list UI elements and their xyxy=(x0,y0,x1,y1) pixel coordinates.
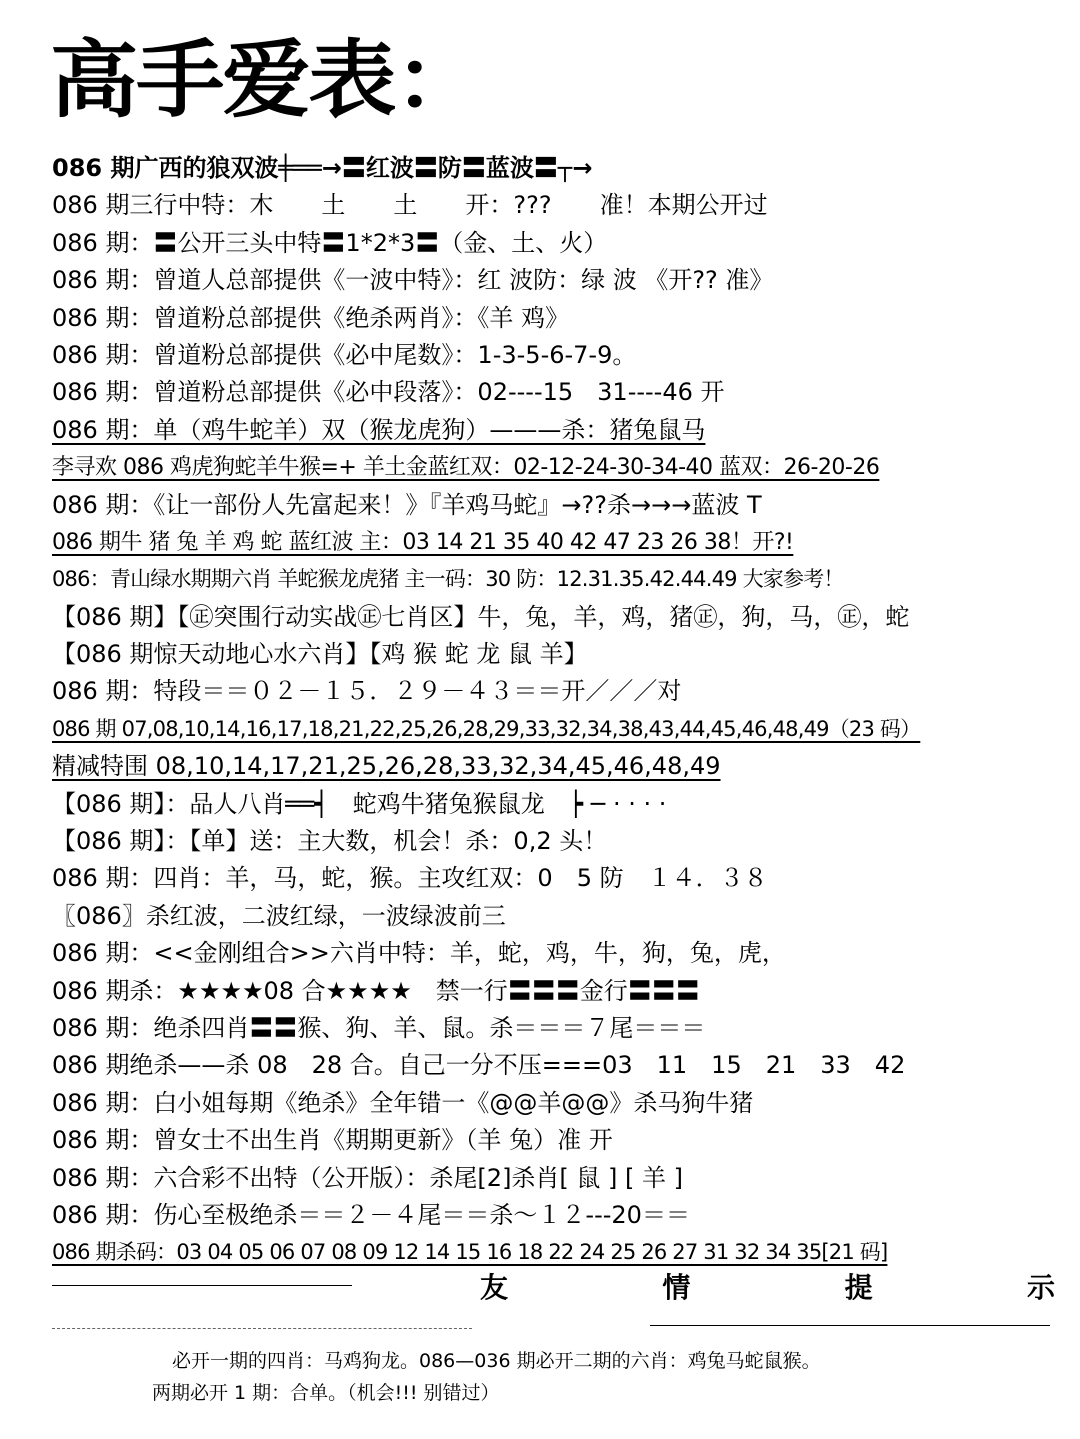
text-line: 【086 期】【㊣突围行动实战㊣七肖区】牛，兔，羊，鸡，猪㊣，狗，马，㊣，蛇 xyxy=(52,602,910,631)
text-line: 086 期：曾道粉总部提供《必中尾数》：1-3-5-6-7-9。 xyxy=(52,340,637,369)
text-line: 【086 期】：【单】送：主大数，机会！杀：0,2 头！ xyxy=(52,827,608,856)
page-title: 高手爱表： xyxy=(50,31,481,129)
friendly-reminder-heading xyxy=(480,1266,1055,1306)
footer-divider xyxy=(52,1285,352,1286)
text-line: 086 期：曾女士不出生肖《期期更新》（羊 兔）准 开 xyxy=(52,1126,613,1155)
text-line: 〖086〗杀红波，二波红绿，一波绿波前三 xyxy=(52,901,506,930)
text-line: 086 期：〓公开三头中特〓1*2*3〓（金、土、火） xyxy=(52,228,608,257)
text-line: 086 期：曾道粉总部提供《绝杀两肖》：《羊 鸡》 xyxy=(52,303,570,332)
text-line: 【086 期惊天动地心水六肖】【鸡 猴 蛇 龙 鼠 羊】 xyxy=(52,640,588,669)
text-line: 精减特围 08,10,14,17,21,25,26,28,33,32,34,45,46,48,49 xyxy=(52,752,721,781)
text-line: 086 期 07,08,10,14,16,17,18,21,22,25,26,28,29,33,32,34,38,43,44,45,46,48,49（23 码） xyxy=(52,716,921,741)
text-line: 086 期：<<金刚组合>>六肖中特：羊，蛇，鸡，牛，狗，兔，虎， xyxy=(52,939,786,968)
text-line: 086 期：单（鸡牛蛇羊）双（猴龙虎狗）———杀：猪兔鼠马 xyxy=(52,415,706,444)
text-line: 086 期广西的狼双波╪══→〓红波〓防〓蓝波〓┬→ xyxy=(52,154,593,182)
text-line: 086 期杀：★★★★08 合★★★★ 禁一行〓〓〓金行〓〓〓 xyxy=(52,976,700,1005)
text-line: 086 期：曾道粉总部提供《必中段落》：02----15 31----46 开 xyxy=(52,378,725,407)
text-line: 086 期：绝杀四肖〓〓猴、狗、羊、鼠。杀＝＝＝７尾＝＝＝ xyxy=(52,1013,706,1042)
friendly-char: 示 xyxy=(1026,1271,1055,1304)
text-line: 086 期：特段＝＝０２－１５．２９－４３＝＝开／／／对 xyxy=(52,677,682,706)
text-line: 086 期：四肖：羊，马，蛇，猴。主攻红双：0 5 防 １４．３８ xyxy=(52,864,768,893)
text-line: 086 期：白小姐每期《绝杀》全年错一《@@羊@@》杀马狗牛猪 xyxy=(52,1088,754,1117)
footer-divider xyxy=(52,1328,472,1329)
friendly-char: 情 xyxy=(662,1271,691,1304)
text-line: 086 期杀码：03 04 05 06 07 08 09 12 14 15 16 18 22 24 25 26 27 31 32 34 35[21 码] xyxy=(52,1240,888,1265)
text-line: 086 期：《让一部份人先富起来！》『羊鸡马蛇』→??杀→→→蓝波 T xyxy=(52,490,762,519)
text-line: 【086 期】：品人八肖══┥ 蛇鸡牛猪兔猴鼠龙 ┝ ─ · · · · xyxy=(52,789,667,818)
text-line: 086 期三行中特：木 土 土 开：??? 准！本期公开过 xyxy=(52,191,768,220)
footer-note: 必开一期的四肖：马鸡狗龙。086—036 期必开二期的六肖：鸡兔马蛇鼠猴。 xyxy=(172,1350,821,1372)
text-line: 李寻欢 086 鸡虎狗蛇羊牛猴=+ 羊土金蓝红双：02-12-24-30-34-40 蓝双：26-20-26 xyxy=(52,455,880,481)
footer-divider xyxy=(650,1325,1050,1326)
footer-note: 两期必开 1 期：合单。（机会!!! 别错过） xyxy=(152,1382,500,1404)
text-line: 086：青山绿水期期六肖 羊蛇猴龙虎猪 主一码：30 防：12.31.35.42.44.49 大家参考！ xyxy=(52,567,844,592)
text-line: 086 期：伤心至极绝杀＝＝２－４尾＝＝杀～１２---20＝＝ xyxy=(52,1200,690,1229)
text-line: 086 期绝杀——杀 08 28 合。自己一分不压===03 11 15 21 33 42 xyxy=(52,1051,906,1080)
friendly-char: 提 xyxy=(844,1271,873,1304)
text-line: 086 期：曾道人总部提供《一波中特》：红 波防：绿 波 《开?? 准》 xyxy=(52,266,774,295)
friendly-char: 友 xyxy=(480,1271,509,1304)
text-line: 086 期：六合彩不出特（公开版）：杀尾[2]杀肖[ 鼠 ] [ 羊 ] xyxy=(52,1163,684,1192)
content-lines xyxy=(52,150,1062,1272)
text-line: 086 期牛 猪 兔 羊 鸡 蛇 蓝红波 主：03 14 21 35 40 42 47 23 26 38！开?! xyxy=(52,529,794,555)
